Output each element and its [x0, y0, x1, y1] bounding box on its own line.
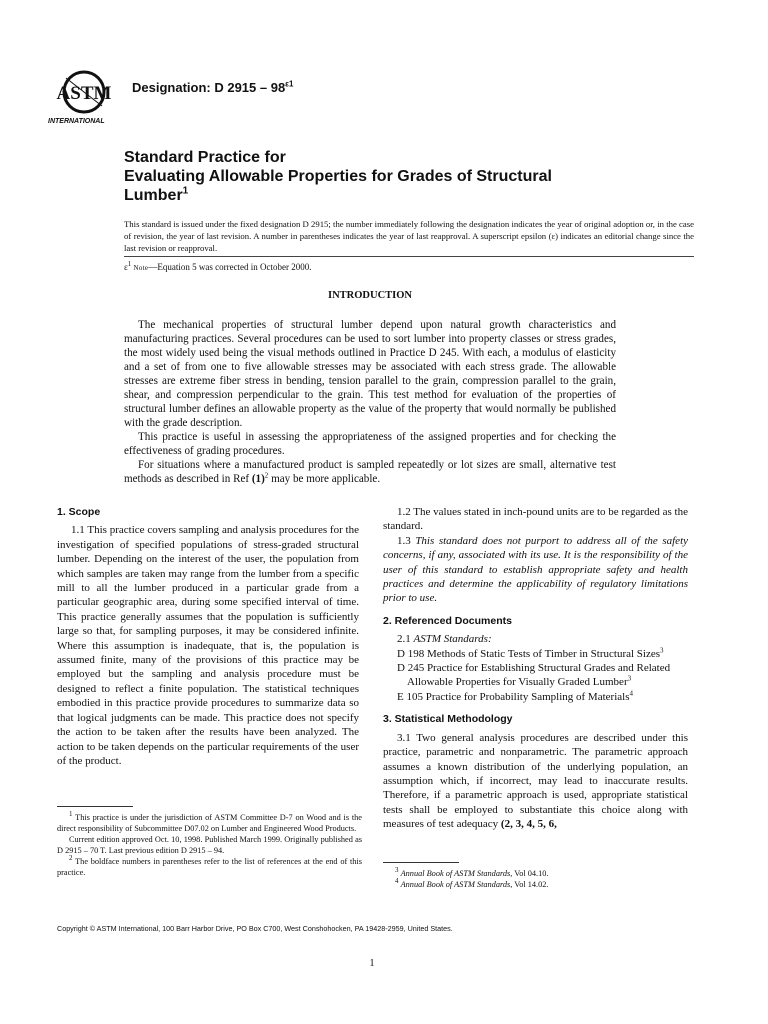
reference-item [383, 647, 688, 661]
intro-paragraph: The mechanical properties of structural lumber depend upon natural growth characteristics and manufacturing practices. Several procedures can be used to sort lumber into property classes or stress grades, the most widely used being the visual methods outlined in Practice D 245. With each, a modulus of elasticity and a set of from one to five allowable stresses may be associated with each stress grade. The allowable stresses are extreme fiber stress in bending, tension parallel to the grain, compression parallel to the grain, shear, and compression perpendicular to the grain. This test method for evaluation of the properties of structural lumber defines an allowable property as the value of the property that would normally be published with the grade description. [124, 319, 616, 429]
footnote-volume: , Vol 14.02. [510, 880, 549, 889]
footnote-text: The boldface numbers in parentheses refer to the list of references at the end of this practice. [57, 857, 362, 877]
paragraph-3-1 [383, 731, 688, 832]
paragraph-number: 1.3 [397, 534, 416, 547]
paragraph-text: 3.1 Two general analysis procedures are described under this practice, parametric and nonparametric. The parametric approach assumes a known distribution of the underlying population, an assumption which, if incorrect, may lead to inaccurate results. Therefore, if a parametric approach is used, appropriate statistical tests shall be employed to substantiate this choice along with measures of test adequacy [383, 731, 688, 831]
footnote-book: Annual Book of ASTM Standards [400, 880, 511, 889]
footnote [383, 879, 688, 890]
issued-note: This standard is issued under the fixed designation D 2915; the number immediately following the designation indicates the year of original adoption or, in the case of revision, the year of last revision. A number in parentheses indicates the year of last reapproval. A superscript epsilon (ε) indicates an editorial change since the last revision or reapproval. [124, 219, 694, 253]
section-heading-scope: 1. Scope [57, 506, 101, 518]
page-number: 1 [369, 958, 375, 969]
footnote-number: 1 [69, 810, 73, 819]
footnotes-right [383, 868, 688, 890]
designation-text: Designation: D 2915 – 98 [132, 80, 286, 95]
footnote-mark: 3 [627, 674, 632, 683]
reference-item [383, 690, 688, 704]
footnote-number: 2 [69, 854, 73, 863]
svg-text:ASTM: ASTM [56, 83, 112, 104]
right-column [383, 505, 688, 832]
safety-caveat: This standard does not purport to address all of the safety concerns, if any, associated with its use. It is the responsibility of the user of this standard to establish appropriate safety and health practices and determine the applicability of regulatory limitations prior to use. [383, 534, 689, 605]
reference-text: D 245 Practice for Establishing Structural Grades and Related Allowable Properties for Visually Graded Lumber [397, 662, 671, 689]
intro-p3-text: For situations where a manufactured product is sampled repeatedly or lot sizes are small, alternative test methods as described in Ref [124, 459, 616, 485]
footnote-divider [383, 862, 459, 863]
epsilon-mark: ε [124, 262, 128, 272]
astm-logo-icon [48, 66, 124, 130]
reference-text: E 105 Practice for Probability Sampling of Materials [397, 690, 630, 703]
epsilon-mark-sup: 1 [127, 260, 132, 268]
logo-text: INTERNATIONAL [48, 118, 105, 125]
footnote-number: 3 [395, 866, 399, 875]
epsilon-note [124, 262, 312, 272]
title-line-2: Evaluating Allowable Properties for Grades of Structural [124, 168, 552, 185]
footnote-volume: , Vol 04.10. [510, 869, 549, 878]
title-footnote-mark: 1 [182, 185, 189, 197]
title-line-3: Lumber [124, 187, 183, 204]
footnote-number: 4 [395, 877, 399, 886]
copyright: Copyright © ASTM International, 100 Barr Harbor Drive, PO Box C700, West Conshohocken, PA 19428-2959, United States. [57, 924, 453, 933]
astm-standards-label: ASTM Standards: [413, 633, 492, 646]
paragraph-1-1: 1.1 This practice covers sampling and analysis procedures for the investigation of specified populations of stress-graded structural lumber. Depending on the interest of the user, the population from which samples are taken may range from the lumber from a specific mill to all the lumber produced in a particular grade from a particular geographic area, during some specified interval of time. This practice generally assumes that the population is sufficiently large so that, for sampling purposes, it may be considered infinite. Where this assumption is inadequate, that is, the population is assumed finite, many of the provisions of this practice may be employed but the sampling and analysis procedure must be designed to reflect a finite population. The statistical techniques embodied in this practice provide procedures to summarize data so that logical judgments can be made. This practice does not specify the action to be taken after the results have been analyzed. The action to be taken depends on the particular requirements of the user of the product. [57, 524, 359, 767]
footnote-text: This practice is under the jurisdiction of ASTM Committee D-7 on Wood and is the direct responsibility of Subcommittee D07.02 on Lumber and Engineered Wood Products. [57, 813, 362, 833]
reference-link: (1) [251, 473, 265, 485]
reference-item [383, 661, 688, 690]
page-title [124, 148, 644, 205]
footnote [57, 834, 362, 856]
footnote-mark: 3 [660, 646, 664, 654]
introduction-heading: INTRODUCTION [327, 290, 412, 301]
intro-p3-text-end: may be more applicable. [268, 473, 381, 485]
reference-link: (2, 3, 4, 5, 6, [500, 818, 557, 831]
reference-text: D 198 Methods of Static Tests of Timber in Structural Sizes [397, 647, 661, 660]
footnote-mark: 2 [264, 471, 269, 480]
title-line-1: Standard Practice for [124, 149, 286, 166]
paragraph-number: 2.1 [397, 633, 414, 646]
intro-paragraph: This practice is useful in assessing the appropriateness of the assigned properties and for checking the effectiveness of grading procedures. [124, 431, 616, 457]
paragraph-1-2: 1.2 The values stated in inch-pound units are to be regarded as the standard. [383, 506, 688, 533]
footnotes-left [57, 812, 362, 878]
footnote [383, 868, 688, 879]
paragraph-1-3 [383, 534, 688, 606]
footnote [57, 856, 362, 878]
note-label: Note [133, 264, 149, 272]
designation-epsilon: ε1 [285, 79, 294, 89]
designation [132, 80, 293, 95]
footnote-mark: 4 [629, 689, 633, 698]
paragraph-2-1 [383, 632, 688, 646]
introduction-body [124, 318, 616, 486]
note-text: —Equation 5 was corrected in October 2000. [148, 262, 312, 272]
section-heading-referenced: 2. Referenced Documents [383, 614, 512, 627]
left-column [57, 505, 359, 768]
footnote-text: Current edition approved Oct. 10, 1998. Published March 1999. Originally published as D 2915 – 70 T. Last previous edition D 2915 – 94. [57, 835, 362, 855]
footnote-divider [57, 806, 133, 807]
footnote-book: Annual Book of ASTM Standards [400, 869, 511, 878]
section-heading-statistical: 3. Statistical Methodology [383, 713, 513, 726]
intro-paragraph [124, 458, 616, 486]
footnote [57, 812, 362, 834]
divider [124, 256, 694, 257]
